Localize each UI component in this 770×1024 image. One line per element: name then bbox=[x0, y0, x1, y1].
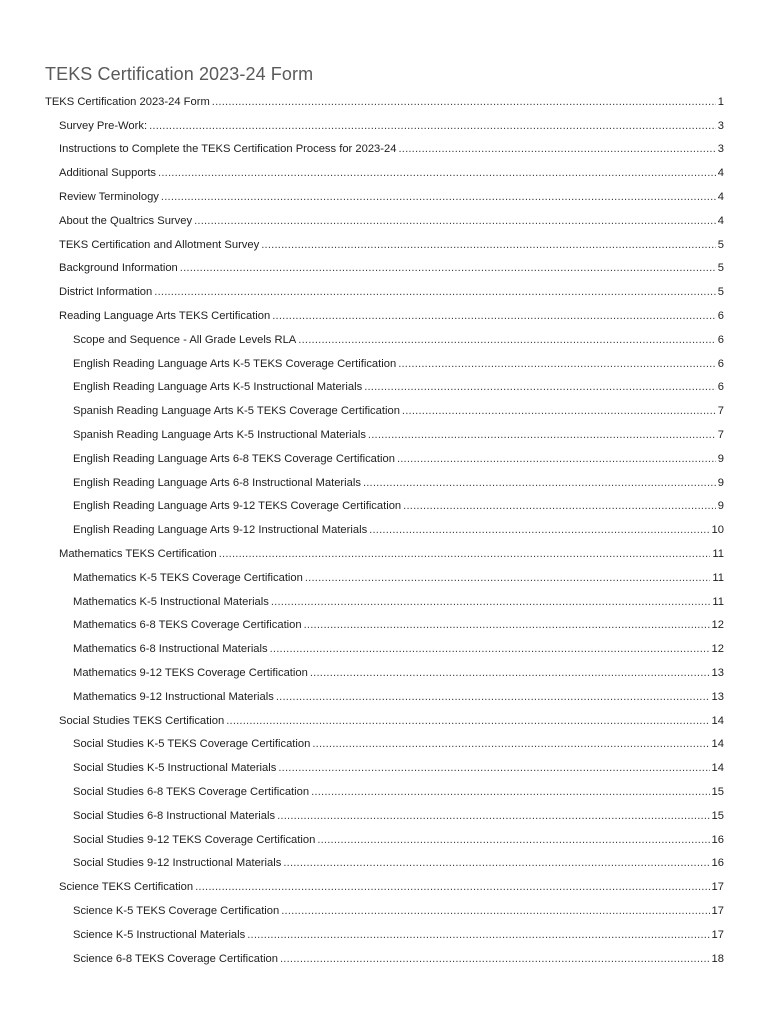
toc-entry-page-number[interactable]: 11 bbox=[712, 548, 724, 561]
toc-dot-leader bbox=[310, 666, 710, 680]
toc-dot-leader bbox=[280, 952, 710, 966]
toc-entry-label[interactable]: Science K-5 Instructional Materials bbox=[73, 928, 246, 941]
toc-entry-page-number[interactable]: 16 bbox=[711, 833, 724, 846]
toc-dot-leader bbox=[363, 476, 716, 490]
toc-entry[interactable] bbox=[0, 423, 770, 447]
toc-entry-page-number[interactable]: 4 bbox=[717, 167, 724, 180]
toc-entry[interactable] bbox=[0, 399, 770, 423]
toc-entry-label[interactable]: Social Studies 9-12 TEKS Coverage Certification bbox=[73, 833, 316, 846]
toc-dot-leader bbox=[154, 285, 716, 299]
toc-dot-leader bbox=[398, 357, 716, 371]
toc-entry-label[interactable]: English Reading Language Arts 9-12 TEKS Coverage Certification bbox=[73, 500, 402, 513]
toc-entry-label[interactable]: District Information bbox=[59, 286, 153, 299]
toc-entry-page-number[interactable]: 15 bbox=[711, 809, 724, 822]
toc-entry-page-number[interactable]: 5 bbox=[717, 262, 724, 275]
toc-entry-page-number[interactable]: 1 bbox=[717, 95, 724, 108]
toc-entry-label[interactable]: Science 6-8 TEKS Coverage Certification bbox=[73, 952, 278, 965]
toc-entry-label[interactable]: English Reading Language Arts K-5 Instructional Materials bbox=[73, 381, 363, 394]
toc-entry-page-number[interactable]: 5 bbox=[717, 286, 724, 299]
toc-dot-leader bbox=[278, 761, 709, 775]
toc-entry-page-number[interactable]: 4 bbox=[717, 191, 724, 204]
toc-dot-leader bbox=[398, 142, 715, 156]
toc-entry-label[interactable]: English Reading Language Arts 6-8 TEKS Coverage Certification bbox=[73, 452, 395, 465]
toc-entry-page-number[interactable]: 6 bbox=[717, 333, 724, 346]
toc-entry[interactable] bbox=[0, 138, 770, 162]
toc-entry[interactable] bbox=[0, 542, 770, 566]
toc-entry-label[interactable]: Additional Supports bbox=[59, 167, 157, 180]
toc-entry-label[interactable]: English Reading Language Arts 9-12 Instructional Materials bbox=[73, 524, 368, 537]
toc-entry[interactable] bbox=[0, 471, 770, 495]
toc-entry-label[interactable]: Survey Pre-Work: bbox=[59, 119, 148, 132]
toc-entry-page-number[interactable]: 6 bbox=[717, 381, 724, 394]
toc-entry-page-number[interactable]: 6 bbox=[717, 310, 724, 323]
toc-entry-page-number[interactable]: 3 bbox=[717, 143, 724, 156]
toc-entry-label[interactable]: Scope and Sequence - All Grade Levels RLA bbox=[73, 333, 297, 346]
toc-dot-leader bbox=[212, 95, 716, 109]
toc-entry-label[interactable]: Mathematics 6-8 Instructional Materials bbox=[73, 643, 268, 656]
toc-entry-label[interactable]: Science TEKS Certification bbox=[59, 881, 194, 894]
toc-dot-leader bbox=[283, 856, 709, 870]
toc-entry[interactable] bbox=[0, 280, 770, 304]
toc-entry[interactable] bbox=[0, 376, 770, 400]
toc-dot-leader bbox=[194, 214, 716, 228]
toc-entry[interactable] bbox=[0, 852, 770, 876]
toc-entry-page-number[interactable]: 13 bbox=[711, 667, 724, 680]
toc-entry-page-number[interactable]: 15 bbox=[711, 786, 724, 798]
toc-dot-leader bbox=[402, 404, 716, 418]
toc-entry[interactable] bbox=[0, 304, 770, 328]
toc-dot-leader bbox=[277, 809, 709, 823]
toc-entry-label[interactable]: Mathematics TEKS Certification bbox=[59, 548, 217, 561]
toc-dot-leader bbox=[270, 642, 710, 656]
toc-entry-label[interactable]: Review Terminology bbox=[59, 191, 159, 204]
toc-entry-label[interactable]: Instructions to Complete the TEKS Certification Process for 2023-24 bbox=[59, 143, 397, 156]
toc-entry[interactable] bbox=[0, 114, 770, 138]
document-title: TEKS Certification 2023-24 Form bbox=[45, 64, 314, 84]
toc-entry-page-number[interactable]: 17 bbox=[711, 904, 724, 917]
toc-entry-page-number[interactable]: 11 bbox=[712, 571, 724, 584]
toc-entry-label[interactable]: Science K-5 TEKS Coverage Certification bbox=[73, 904, 280, 917]
toc-entry-label[interactable]: TEKS Certification 2023-24 Form bbox=[45, 95, 210, 108]
toc-dot-leader bbox=[247, 928, 709, 942]
toc-entry[interactable] bbox=[0, 328, 770, 352]
toc-entry-page-number[interactable]: 9 bbox=[717, 476, 724, 489]
toc-entry-page-number[interactable]: 14 bbox=[711, 762, 724, 775]
toc-dot-leader bbox=[161, 190, 716, 204]
toc-entry-page-number[interactable]: 17 bbox=[711, 881, 724, 894]
toc-entry-page-number[interactable]: 3 bbox=[717, 119, 724, 132]
toc-entry[interactable] bbox=[0, 185, 770, 209]
toc-entry[interactable] bbox=[0, 233, 770, 257]
toc-entry[interactable] bbox=[0, 709, 770, 733]
toc-entry[interactable] bbox=[0, 875, 770, 899]
toc-entry[interactable] bbox=[0, 566, 770, 590]
toc-entry-label[interactable]: Spanish Reading Language Arts K-5 Instructional Materials bbox=[73, 429, 366, 442]
toc-entry[interactable] bbox=[0, 209, 770, 233]
toc-entry[interactable] bbox=[0, 590, 770, 614]
toc-entry-label[interactable]: Mathematics K-5 TEKS Coverage Certification bbox=[73, 571, 303, 584]
toc-entry[interactable] bbox=[0, 257, 770, 281]
toc-dot-leader bbox=[305, 571, 711, 585]
toc-entry[interactable] bbox=[0, 780, 770, 804]
toc-entry-label[interactable]: Reading Language Arts TEKS Certification bbox=[59, 310, 271, 323]
toc-entry[interactable] bbox=[0, 947, 770, 971]
toc-dot-leader bbox=[261, 238, 716, 252]
toc-entry-page-number[interactable]: 7 bbox=[717, 429, 724, 442]
toc-entry[interactable] bbox=[0, 804, 770, 828]
toc-dot-leader bbox=[298, 333, 715, 347]
toc-entry-page-number[interactable]: 9 bbox=[717, 452, 724, 465]
toc-entry[interactable] bbox=[0, 685, 770, 709]
toc-dot-leader bbox=[226, 714, 709, 728]
toc-entry-page-number[interactable]: 16 bbox=[711, 857, 724, 870]
toc-entry[interactable] bbox=[0, 614, 770, 638]
toc-entry-page-number[interactable]: 4 bbox=[717, 214, 724, 227]
toc-entry-page-number[interactable]: 18 bbox=[711, 952, 724, 965]
toc-entry-label[interactable]: TEKS Certification and Allotment Survey bbox=[59, 238, 260, 251]
toc-dot-leader bbox=[312, 737, 709, 751]
toc-entry-page-number[interactable]: 9 bbox=[717, 500, 724, 513]
toc-entry[interactable] bbox=[0, 899, 770, 923]
toc-dot-leader bbox=[304, 618, 710, 632]
toc-dot-leader bbox=[317, 833, 709, 847]
toc-entry[interactable] bbox=[0, 447, 770, 471]
toc-entry[interactable] bbox=[0, 923, 770, 947]
toc-entry-page-number[interactable]: 7 bbox=[717, 405, 724, 418]
toc-entry-page-number[interactable]: 13 bbox=[711, 690, 724, 703]
toc-entry[interactable] bbox=[0, 661, 770, 685]
toc-entry-page-number[interactable]: 6 bbox=[717, 357, 724, 370]
toc-entry[interactable] bbox=[0, 637, 770, 661]
toc-entry-label[interactable]: Mathematics K-5 Instructional Materials bbox=[73, 595, 269, 608]
toc-dot-leader bbox=[311, 785, 709, 799]
toc-dot-leader bbox=[364, 380, 716, 394]
toc-dot-leader bbox=[271, 595, 711, 609]
toc-entry[interactable] bbox=[0, 352, 770, 376]
toc-dot-leader bbox=[369, 523, 709, 537]
toc-entry-label[interactable]: Background Information bbox=[59, 262, 178, 275]
toc-dot-leader bbox=[149, 119, 716, 133]
toc-entry-label[interactable]: Social Studies K-5 Instructional Materials bbox=[73, 762, 277, 775]
toc-entry-label[interactable]: Social Studies TEKS Certification bbox=[59, 714, 225, 727]
toc-entry-page-number[interactable]: 5 bbox=[717, 238, 724, 251]
toc-entry[interactable] bbox=[0, 161, 770, 185]
toc-entry[interactable] bbox=[0, 756, 770, 780]
toc-entry-label[interactable]: English Reading Language Arts K-5 TEKS Coverage Certification bbox=[73, 357, 397, 370]
toc-dot-leader bbox=[368, 428, 716, 442]
toc-entry-page-number[interactable]: 11 bbox=[712, 595, 724, 608]
toc-entry-label[interactable]: Mathematics 6-8 TEKS Coverage Certification bbox=[73, 619, 302, 632]
toc-entry-label[interactable]: About the Qualtrics Survey bbox=[59, 214, 193, 227]
toc-entry-page-number[interactable]: 17 bbox=[711, 928, 724, 941]
toc-entry-page-number[interactable]: 14 bbox=[711, 714, 724, 727]
toc-dot-leader bbox=[158, 166, 716, 180]
toc-dot-leader bbox=[281, 904, 709, 918]
toc-entry-page-number[interactable]: 10 bbox=[711, 524, 724, 537]
toc-entry[interactable] bbox=[0, 518, 770, 542]
toc-entry[interactable] bbox=[0, 90, 770, 114]
toc-entry-page-number[interactable]: 12 bbox=[711, 619, 724, 632]
toc-entry[interactable] bbox=[0, 828, 770, 852]
toc-dot-leader bbox=[276, 690, 710, 704]
toc-dot-leader bbox=[397, 452, 716, 466]
toc-dot-leader bbox=[195, 880, 709, 894]
toc-entry-page-number[interactable]: 12 bbox=[711, 643, 724, 656]
toc-entry-label[interactable]: Spanish Reading Language Arts K-5 TEKS Coverage Certification bbox=[73, 405, 400, 418]
toc-entry[interactable] bbox=[0, 495, 770, 519]
toc-entry[interactable] bbox=[0, 733, 770, 757]
table-of-contents bbox=[0, 90, 770, 970]
toc-entry-label[interactable]: Social Studies 6-8 Instructional Materials bbox=[73, 809, 276, 822]
toc-entry-label[interactable]: Social Studies 6-8 TEKS Coverage Certification bbox=[73, 786, 310, 798]
toc-entry-label[interactable]: Mathematics 9-12 TEKS Coverage Certification bbox=[73, 667, 308, 680]
toc-dot-leader bbox=[219, 547, 711, 561]
toc-dot-leader bbox=[272, 309, 716, 323]
toc-entry-label[interactable]: Mathematics 9-12 Instructional Materials bbox=[73, 690, 274, 703]
toc-entry-label[interactable]: Social Studies 9-12 Instructional Materials bbox=[73, 857, 282, 870]
toc-dot-leader bbox=[403, 499, 716, 513]
toc-entry-label[interactable]: Social Studies K-5 TEKS Coverage Certification bbox=[73, 738, 311, 751]
toc-entry-page-number[interactable]: 14 bbox=[711, 738, 724, 751]
toc-dot-leader bbox=[180, 261, 716, 275]
toc-entry-label[interactable]: English Reading Language Arts 6-8 Instructional Materials bbox=[73, 476, 361, 489]
